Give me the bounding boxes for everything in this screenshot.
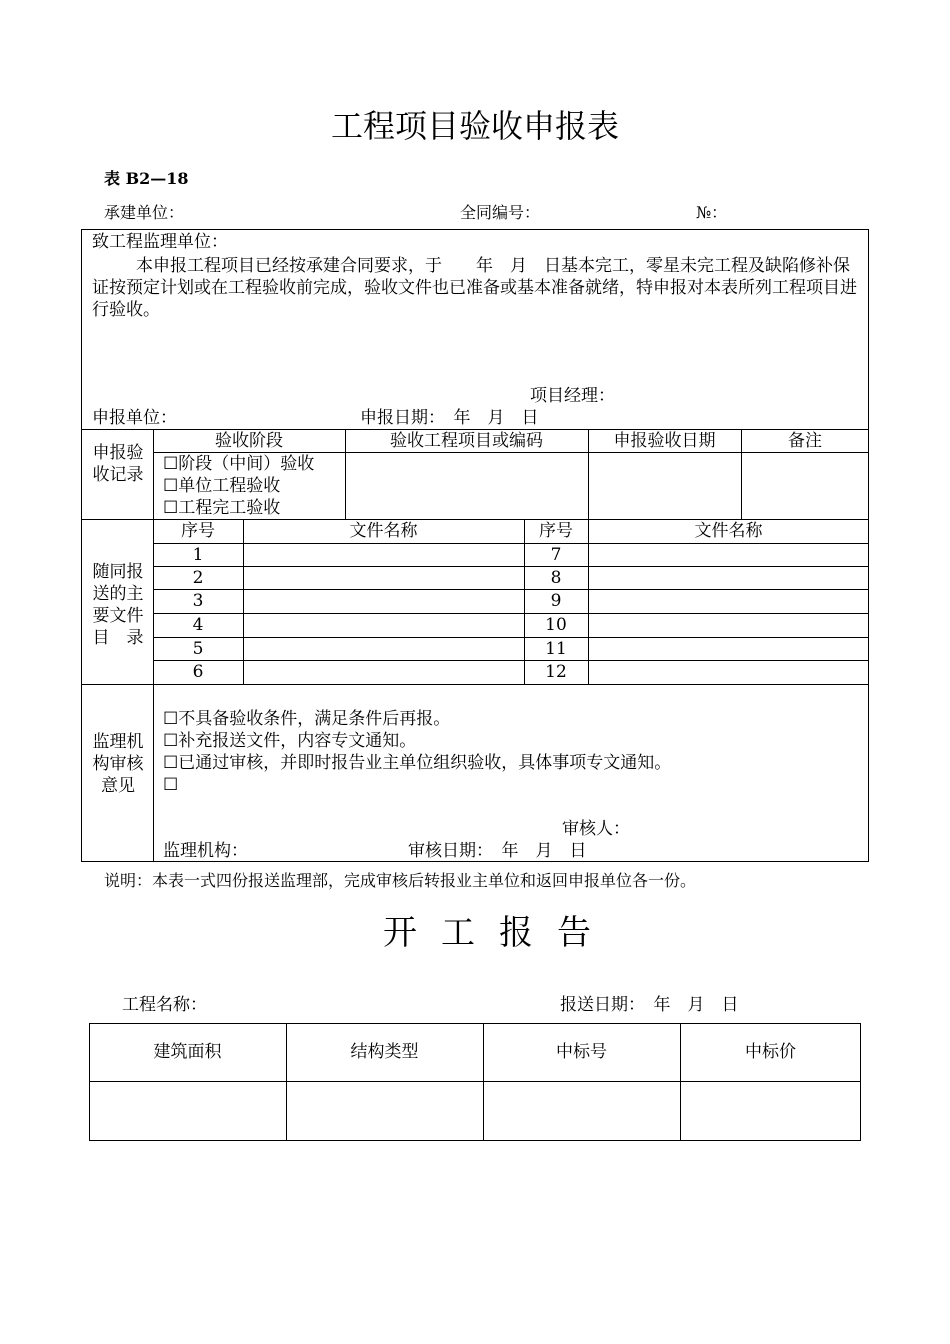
doc-number: 1 [192, 545, 204, 565]
divider [153, 452, 869, 453]
divider [483, 1023, 484, 1141]
applicant-unit-label: 申报单位： [92, 408, 177, 428]
header-bid-number: 中标号 [556, 1042, 607, 1062]
header-bid-price: 中标价 [745, 1042, 796, 1062]
divider [153, 543, 869, 544]
doc-number: 3 [192, 591, 204, 611]
divider [153, 637, 869, 638]
header-stage: 验收阶段 [215, 431, 283, 451]
doc-number: 5 [192, 639, 204, 659]
divider [153, 660, 869, 661]
doc-number: 8 [550, 568, 562, 588]
docs-header-no: 序号 [181, 521, 215, 541]
form-title: 工程项目验收申报表 [330, 107, 619, 145]
divider [588, 519, 589, 684]
divider [286, 1023, 287, 1141]
apply-date-label: 申报日期： 年 月 日 [360, 408, 539, 428]
review-option-not-ready[interactable]: ☐不具备验收条件，满足条件后再报。 [163, 709, 451, 729]
divider [81, 429, 869, 430]
doc-number: 10 [545, 615, 567, 635]
doc-number: 12 [545, 662, 567, 682]
docs-header-name: 文件名称 [349, 521, 418, 541]
docs-header-no: 序号 [539, 521, 573, 541]
review-date-label: 审核日期： 年 月 日 [408, 841, 587, 861]
addressee: 致工程监理单位： [92, 232, 228, 252]
review-option-approved[interactable]: ☐已通过审核，并即时报告业主单位组织验收，具体事项专文通知。 [163, 753, 672, 773]
reviewer-label: 审核人： [562, 819, 630, 839]
form-note: 说明：本表一式四份报送监理部，完成审核后转报业主单位和返回申报单位各一份。 [104, 871, 697, 890]
contract-number-label: 全同编号： [460, 203, 541, 222]
divider [81, 519, 869, 520]
contractor-label: 承建单位： [104, 203, 185, 222]
header-apply-date: 申报验收日期 [613, 431, 716, 451]
divider [89, 1081, 861, 1082]
start-report-table [89, 1023, 861, 1141]
review-section-label: 监理机构审核意见 [92, 732, 144, 796]
stage-option-unit[interactable]: ☐单位工程验收 [163, 476, 281, 496]
serial-number-label: №： [696, 203, 728, 222]
header-structure-type: 结构类型 [350, 1042, 419, 1062]
doc-number: 11 [545, 639, 567, 659]
divider [81, 684, 869, 685]
header-building-area: 建筑面积 [153, 1042, 222, 1062]
project-name-label: 工程名称： [122, 995, 207, 1015]
record-section-label: 申报验收记录 [92, 443, 144, 485]
doc-number: 9 [550, 591, 562, 611]
supervisor-label: 监理机构： [163, 841, 248, 861]
review-option-other[interactable]: ☐ [163, 775, 179, 795]
start-report-title: 开工报告 [383, 913, 615, 953]
project-manager-label: 项目经理： [530, 386, 615, 406]
form-number: 表 B2—18 [104, 169, 189, 188]
header-project: 验收工程项目或编码 [390, 431, 543, 451]
docs-header-name: 文件名称 [694, 521, 763, 541]
docs-section-label: 随同报送的主要文件目 录 [92, 562, 144, 648]
doc-number: 6 [192, 662, 204, 682]
divider [680, 1023, 681, 1141]
divider [153, 589, 869, 590]
application-body: 本申报工程项目已经按承建合同要求，于 年 月 日基本完工，零星未完工程及缺陷修补保证按预定计划或在工程验收前完成，验收文件也已准备或基本准备就绪，特申报对本表所列工程项目进行验收。 [92, 256, 857, 320]
doc-number: 2 [192, 568, 204, 588]
doc-number: 7 [550, 545, 562, 565]
header-remarks: 备注 [788, 431, 822, 451]
divider [153, 566, 869, 567]
stage-option-interim[interactable]: ☐阶段（中间）验收 [163, 454, 315, 474]
submit-date-label: 报送日期： 年 月 日 [560, 995, 739, 1015]
doc-number: 4 [192, 615, 204, 635]
stage-option-completion[interactable]: ☐工程完工验收 [163, 498, 281, 518]
divider [153, 613, 869, 614]
divider [243, 519, 244, 684]
review-option-supplement[interactable]: ☐补充报送文件，内容专文通知。 [163, 731, 417, 751]
